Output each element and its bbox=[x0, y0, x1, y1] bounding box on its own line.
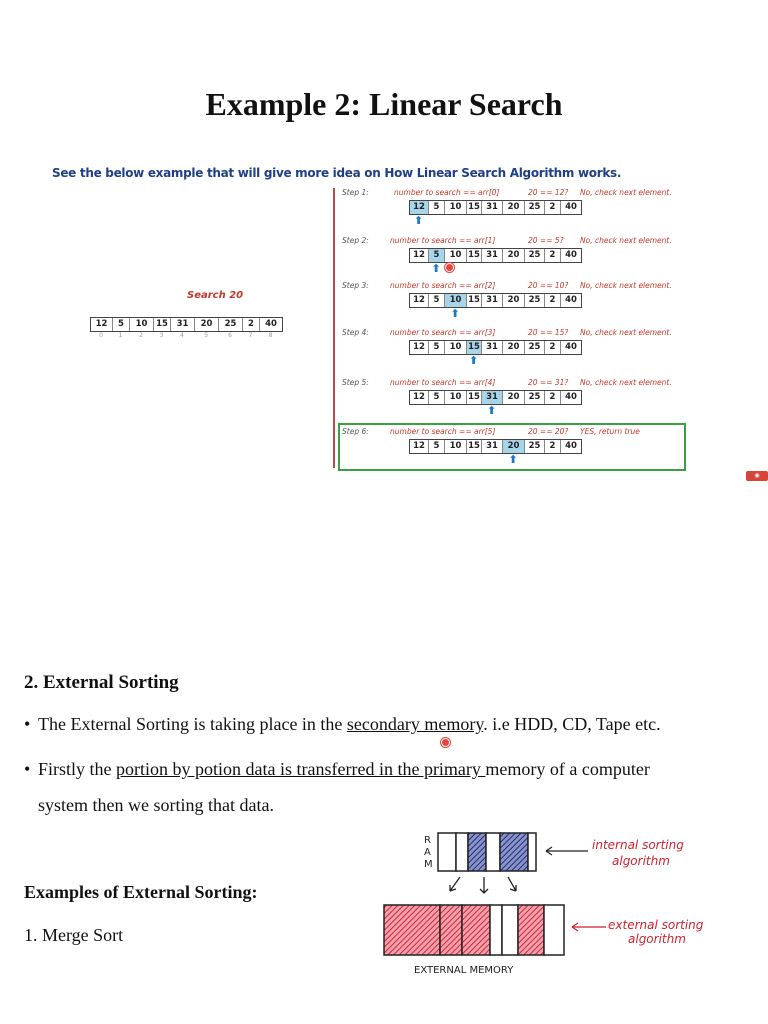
step-condition: number to search == arr[4] bbox=[390, 378, 496, 387]
array-cell: 15 bbox=[154, 318, 171, 331]
bullet2-continuation: system then we sorting that data. bbox=[38, 795, 274, 815]
bullet-dot: • bbox=[24, 759, 31, 779]
external-arrow bbox=[572, 923, 606, 931]
ram-letter: R bbox=[424, 835, 431, 846]
array-cell: 40 bbox=[565, 295, 577, 305]
array-cell: 2 bbox=[545, 440, 561, 453]
pointer-dot bbox=[441, 738, 450, 747]
array-cell: 12 bbox=[410, 391, 429, 404]
array-cell: 12 bbox=[410, 201, 429, 214]
pointer-arrow-icon: ⬆ bbox=[450, 307, 460, 320]
array-cell: 5 bbox=[113, 318, 130, 331]
ram-letter: A bbox=[424, 847, 431, 858]
internal-arrow bbox=[546, 847, 588, 855]
array-index: 5 bbox=[204, 332, 208, 339]
array-cell: 2 bbox=[545, 391, 561, 404]
step-result: No, check next element. bbox=[580, 236, 672, 245]
array-index: 8 bbox=[268, 332, 273, 339]
array-cell: 31 bbox=[482, 341, 503, 354]
initial-array bbox=[90, 317, 283, 339]
step-comparison: 20 == 31? bbox=[528, 378, 569, 387]
step-comparison: 20 == 10? bbox=[528, 281, 569, 290]
internal-label-line1: internal sorting bbox=[592, 838, 684, 852]
array-cell: 40 bbox=[265, 319, 277, 329]
array-cell: 40 bbox=[565, 202, 577, 212]
step-condition: number to search == arr[1] bbox=[390, 236, 496, 245]
step-label: Step 1: bbox=[342, 188, 369, 197]
bullet2-text-b: memory of a computer bbox=[485, 759, 650, 779]
array-cell: 15 bbox=[467, 201, 482, 214]
array-cell: 31 bbox=[482, 391, 503, 404]
array-cell: 5 bbox=[429, 341, 445, 354]
corner-badge: ◉ bbox=[746, 471, 768, 481]
array-cell: 15 bbox=[467, 341, 482, 354]
intro-text: See the below example that will give more idea on How Linear Search Algorithm works. bbox=[52, 166, 622, 180]
array-cell: 20 bbox=[503, 440, 525, 453]
array-cell: 20 bbox=[503, 249, 525, 262]
array-cell: 2 bbox=[545, 294, 561, 307]
array-index: 6 bbox=[228, 332, 232, 339]
external-label-line1: external sorting bbox=[608, 918, 704, 932]
array-cell: 25 bbox=[219, 318, 243, 331]
array-cell: 20 bbox=[503, 201, 525, 214]
bullet-secondary-memory bbox=[24, 714, 661, 735]
section-title: External Sorting bbox=[43, 672, 179, 693]
array-cell: 40 bbox=[565, 342, 577, 352]
step-result: No, check next element. bbox=[580, 281, 672, 290]
step-condition: number to search == arr[2] bbox=[390, 281, 496, 290]
cursor-dot bbox=[445, 263, 454, 272]
array-cell: 40 bbox=[565, 441, 577, 451]
pointer-arrow-icon: ⬆ bbox=[469, 354, 479, 367]
internal-label-line2: algorithm bbox=[612, 854, 670, 868]
array-cell: 20 bbox=[503, 294, 525, 307]
array-cell: 25 bbox=[525, 440, 545, 453]
bullet1-text-a: The External Sorting is taking place in the bbox=[38, 714, 347, 734]
pointer-arrow-icon: ⬆ bbox=[487, 404, 497, 417]
array-index: 0 bbox=[99, 332, 103, 339]
bullet1-underlined: secondary memory bbox=[346, 714, 484, 734]
external-memory-blocks bbox=[384, 905, 564, 955]
array-cell: 31 bbox=[482, 294, 503, 307]
array-index: 2 bbox=[139, 332, 143, 339]
array-cell: 31 bbox=[482, 440, 503, 453]
array-cell: 10 bbox=[445, 341, 467, 354]
search-label: Search 20 bbox=[187, 290, 244, 301]
array-cell: 20 bbox=[503, 391, 525, 404]
step-array bbox=[409, 390, 582, 405]
step-comparison: 20 == 20? bbox=[528, 427, 569, 436]
pointer-arrow-icon: ⬆ bbox=[414, 214, 424, 227]
example-item: 1. Merge Sort bbox=[24, 925, 124, 945]
array-cell: 15 bbox=[467, 391, 482, 404]
array-cell: 5 bbox=[429, 294, 445, 307]
array-cell: 5 bbox=[429, 249, 445, 262]
bullet2-text-a: Firstly the bbox=[38, 759, 117, 779]
array-cell: 25 bbox=[525, 294, 545, 307]
array-cell: 10 bbox=[130, 318, 154, 331]
array-cells bbox=[90, 317, 283, 332]
section-heading bbox=[24, 672, 179, 694]
step-comparison: 20 == 15? bbox=[528, 328, 569, 337]
step-label: Step 4: bbox=[342, 328, 369, 337]
step-condition: number to search == arr[5] bbox=[390, 427, 496, 436]
array-index: 4 bbox=[180, 332, 184, 339]
pointer-arrow-icon: ⬆ bbox=[508, 453, 518, 466]
bullet-primary-memory bbox=[24, 759, 650, 780]
step-array bbox=[409, 293, 582, 308]
array-cell: 20 bbox=[195, 318, 219, 331]
pointer-arrow-icon: ⬆ bbox=[431, 262, 441, 275]
array-cell: 10 bbox=[445, 440, 467, 453]
array-cell: 12 bbox=[91, 318, 113, 331]
step-result: YES, return true bbox=[580, 427, 640, 436]
step-array bbox=[409, 248, 582, 263]
transfer-arrows bbox=[450, 877, 516, 893]
array-cell: 5 bbox=[429, 391, 445, 404]
array-cell: 15 bbox=[467, 440, 482, 453]
step-label: Step 6: bbox=[342, 427, 369, 436]
array-index: 1 bbox=[118, 332, 123, 339]
array-cell: 25 bbox=[525, 341, 545, 354]
array-cell: 25 bbox=[525, 201, 545, 214]
array-indices bbox=[90, 332, 283, 339]
examples-heading: Examples of External Sorting: bbox=[24, 882, 258, 902]
array-cell: 25 bbox=[525, 249, 545, 262]
external-sorting-diagram bbox=[380, 815, 710, 985]
step-label: Step 2: bbox=[342, 236, 369, 245]
array-cell: 15 bbox=[467, 294, 482, 307]
step-comparison: 20 == 12? bbox=[528, 188, 569, 197]
step-label: Step 5: bbox=[342, 378, 369, 387]
array-cell: 2 bbox=[545, 341, 561, 354]
step-array bbox=[409, 340, 582, 355]
array-cell: 31 bbox=[482, 201, 503, 214]
array-cell: 10 bbox=[445, 249, 467, 262]
array-cell: 2 bbox=[545, 249, 561, 262]
step-result: No, check next element. bbox=[580, 328, 672, 337]
external-memory-label: EXTERNAL MEMORY bbox=[414, 965, 514, 976]
array-cell: 10 bbox=[445, 294, 467, 307]
array-cell: 31 bbox=[171, 318, 195, 331]
array-cell: 31 bbox=[482, 249, 503, 262]
step-result: No, check next element. bbox=[580, 188, 672, 197]
array-cell: 5 bbox=[429, 440, 445, 453]
external-label-line2: algorithm bbox=[628, 932, 686, 946]
array-cell: 5 bbox=[429, 201, 445, 214]
array-cell: 40 bbox=[565, 250, 577, 260]
array-cell: 40 bbox=[565, 392, 577, 402]
array-cell: 10 bbox=[445, 201, 467, 214]
step-label: Step 3: bbox=[342, 281, 369, 290]
array-cell: 2 bbox=[243, 318, 260, 331]
array-cell: 12 bbox=[410, 341, 429, 354]
array-cell: 20 bbox=[503, 341, 525, 354]
bullet-dot: • bbox=[24, 714, 31, 734]
array-cell: 12 bbox=[410, 294, 429, 307]
array-index: 3 bbox=[159, 332, 164, 339]
divider-line bbox=[333, 188, 335, 468]
array-cell: 25 bbox=[525, 391, 545, 404]
bullet1-text-b: . i.e HDD, CD, Tape etc. bbox=[483, 714, 661, 734]
array-index: 7 bbox=[248, 332, 253, 339]
section-number: 2. bbox=[24, 672, 39, 693]
step-condition: number to search == arr[3] bbox=[390, 328, 496, 337]
array-cell: 12 bbox=[410, 249, 429, 262]
step-result: No, check next element. bbox=[580, 378, 672, 387]
array-cell: 15 bbox=[467, 249, 482, 262]
step-comparison: 20 == 5? bbox=[528, 236, 564, 245]
ram-letter: M bbox=[424, 859, 433, 870]
ram-blocks bbox=[438, 833, 536, 871]
array-cell: 12 bbox=[410, 440, 429, 453]
bullet2-underlined: portion by potion data is transferred in the primary bbox=[116, 759, 486, 779]
step-condition: number to search == arr[0] bbox=[394, 188, 500, 197]
step-array bbox=[409, 200, 582, 215]
page-title: Example 2: Linear Search bbox=[205, 86, 563, 122]
array-cell: 10 bbox=[445, 391, 467, 404]
step-array bbox=[409, 439, 582, 454]
array-cell: 2 bbox=[545, 201, 561, 214]
